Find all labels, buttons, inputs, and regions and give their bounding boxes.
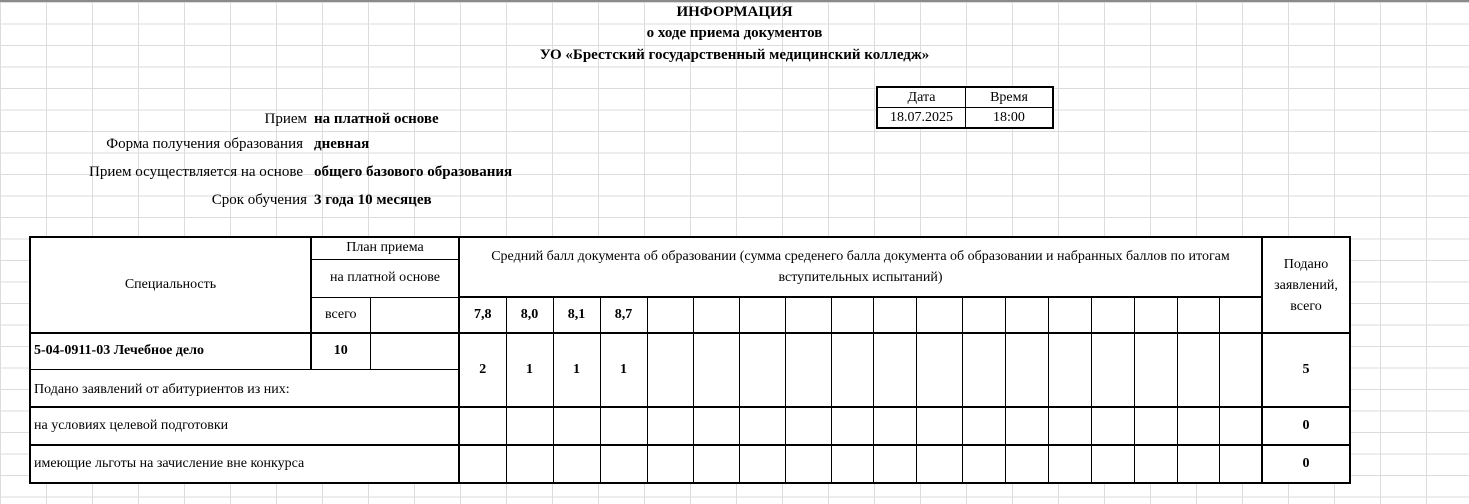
score-count[interactable]: 1 — [553, 333, 600, 407]
score-column-empty — [1177, 297, 1219, 333]
score-column-empty — [1091, 297, 1134, 333]
duration-label: Срок обучения — [211, 192, 307, 208]
targeted-value[interactable]: 0 — [1262, 407, 1350, 445]
score-count[interactable]: 1 — [506, 333, 553, 407]
score-column: 8,1 — [553, 297, 600, 333]
score-count[interactable]: 1 — [600, 333, 647, 407]
organization-name: УО «Брестский государственный медицинский колледж» — [539, 47, 930, 63]
duration-value[interactable]: 3 года 10 месяцев — [314, 192, 432, 208]
score-column-empty — [916, 297, 962, 333]
date-label: Дата — [877, 87, 966, 108]
score-column-empty — [962, 297, 1005, 333]
score-column: 8,7 — [600, 297, 647, 333]
score-column-empty — [647, 297, 693, 333]
score-column-empty — [785, 297, 831, 333]
score-column-empty — [1048, 297, 1091, 333]
basis-value[interactable]: общего базового образования — [314, 164, 513, 180]
score-column: 7,8 — [459, 297, 506, 333]
page-subtitle: о ходе приема документов — [646, 25, 823, 41]
score-count[interactable]: 2 — [459, 333, 506, 407]
sheet-top-border — [0, 0, 1469, 2]
plan-subheader: на платной основе — [311, 259, 459, 297]
plan-total-header: всего — [311, 297, 370, 333]
plan-header: План приема — [311, 237, 459, 259]
score-column-empty — [1134, 297, 1177, 333]
score-column-empty — [873, 297, 916, 333]
score-column-empty — [831, 297, 873, 333]
study-form-value[interactable]: дневная — [314, 136, 370, 152]
basis-label: Прием осуществляется на основе — [88, 164, 303, 180]
plan-value[interactable]: 10 — [311, 333, 370, 369]
time-label: Время — [966, 87, 1054, 108]
date-value[interactable]: 18.07.2025 — [877, 108, 966, 129]
admission-table — [29, 236, 1351, 484]
total-submitted[interactable]: 5 — [1262, 333, 1350, 407]
study-form-label: Форма получения образования — [106, 136, 303, 152]
score-column-empty — [1219, 297, 1262, 333]
score-column-empty — [693, 297, 739, 333]
score-column-empty — [1005, 297, 1048, 333]
plan-empty-cell — [370, 297, 459, 333]
specialty-header: Специальность — [30, 237, 311, 333]
submitted-total-header: Подано заявлений, всего — [1262, 237, 1350, 333]
admission-value[interactable]: на платной основе — [314, 111, 439, 127]
admission-label: Прием — [264, 111, 307, 127]
benefits-value[interactable]: 0 — [1262, 445, 1350, 483]
specialty-name[interactable]: 5-04-0911-03 Лечебное дело — [30, 333, 311, 369]
page-title: ИНФОРМАЦИЯ — [676, 4, 793, 20]
time-value[interactable]: 18:00 — [966, 108, 1054, 129]
score-column: 8,0 — [506, 297, 553, 333]
targeted-row-label: на условиях целевой подготовки — [30, 407, 459, 445]
applicants-row-label: Подано заявлений от абитуриентов из них: — [30, 369, 459, 407]
benefits-row-label: имеющие льготы на зачисление вне конкурса — [30, 445, 459, 483]
date-time-table — [876, 86, 1054, 129]
plan-empty-cell — [370, 333, 459, 369]
avg-score-header: Средний балл документа об образовании (сумма среденего балла документа об образовании и набранных баллов по итогам вступительных испытаний) — [459, 237, 1262, 297]
score-column-empty — [739, 297, 785, 333]
